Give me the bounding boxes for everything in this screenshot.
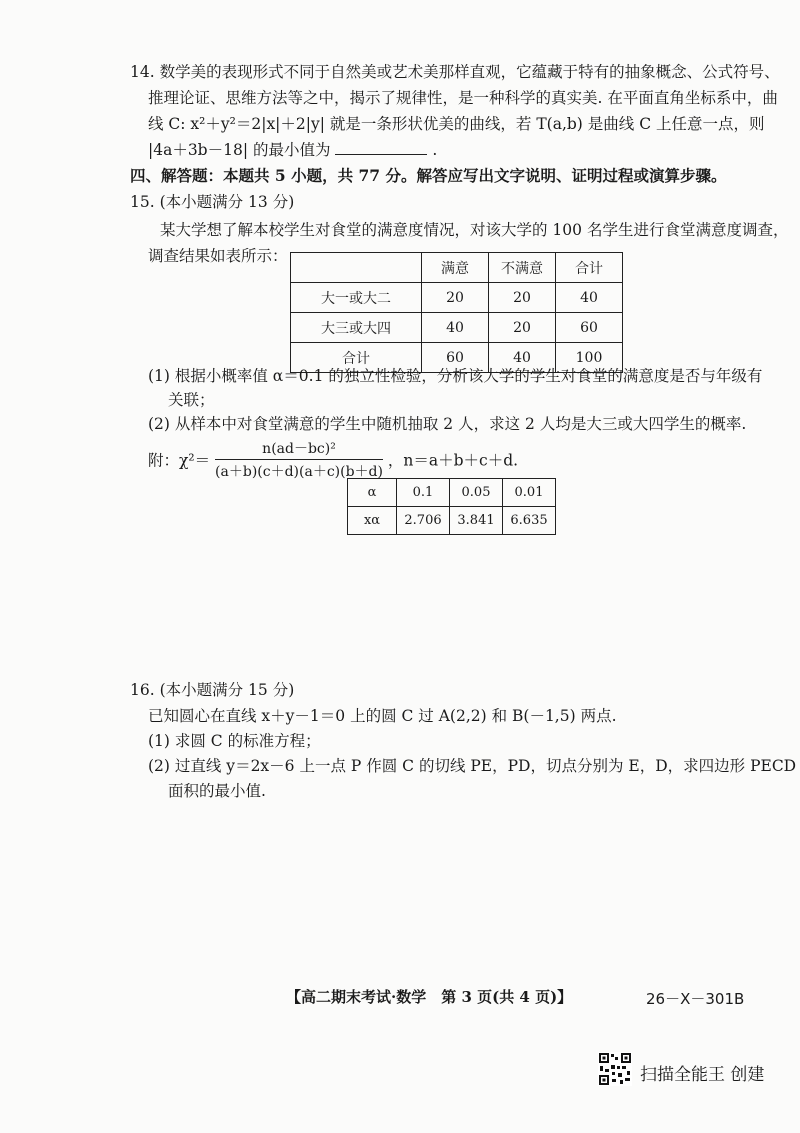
answer-blank bbox=[335, 140, 427, 155]
table-cell: 0.01 bbox=[503, 479, 556, 507]
q15-header: 15. (本小题满分 13 分) bbox=[130, 193, 295, 211]
q16-part-2-b: 面积的最小值. bbox=[168, 782, 266, 800]
q14-line-4-text: |4a＋3b－18| 的最小值为 bbox=[148, 141, 331, 159]
table-cell: 40 bbox=[422, 313, 489, 343]
q14-line-4 bbox=[148, 140, 437, 160]
q14-line-3: 线 C: x²＋y²＝2|x|＋2|y| 就是一条形状优美的曲线，若 T(a,b) 是曲线 C 上任意一点，则 bbox=[148, 115, 765, 133]
formula-suffix: ，n＝a＋b＋c＋d. bbox=[387, 451, 519, 470]
table-cell: 大三或大四 bbox=[291, 313, 422, 343]
q15-part-2: (2) 从样本中对食堂满意的学生中随机抽取 2 人，求这 2 人均是大三或大四学生的概率. bbox=[148, 415, 747, 433]
table-cell: 60 bbox=[422, 343, 489, 373]
table-cell: xα bbox=[348, 507, 397, 535]
q15-part-1-a: (1) 根据小概率值 α＝0.1 的独立性检验，分析该大学的学生对食堂的满意度是否与年级有 bbox=[148, 367, 763, 385]
table-row bbox=[291, 313, 623, 343]
table-cell: 3.841 bbox=[450, 507, 503, 535]
page-footer: 【高二期末考试·数学 第 3 页(共 4 页)】 bbox=[286, 988, 573, 1006]
table-cell: 0.05 bbox=[450, 479, 503, 507]
table-header-cell bbox=[291, 253, 422, 283]
scanner-watermark-text: 扫描全能王 创建 bbox=[640, 1065, 765, 1085]
table-cell: 合计 bbox=[291, 343, 422, 373]
table-cell: α bbox=[348, 479, 397, 507]
qr-code-icon bbox=[598, 1052, 632, 1086]
table-cell: 40 bbox=[489, 343, 556, 373]
table-row bbox=[291, 283, 623, 313]
exam-code: 26－X－301B bbox=[646, 990, 745, 1008]
q14-line-2: 推理论证、思维方法等之中，揭示了规律性，是一种科学的真实美. 在平面直角坐标系中，曲 bbox=[148, 89, 778, 107]
table-cell: 20 bbox=[489, 313, 556, 343]
formula-numerator: n(ad－bc)² bbox=[215, 438, 383, 460]
table-cell: 100 bbox=[556, 343, 623, 373]
critical-value-table bbox=[347, 478, 556, 535]
table-cell: 大一或大二 bbox=[291, 283, 422, 313]
table-cell: 40 bbox=[556, 283, 623, 313]
table-header-cell: 合计 bbox=[556, 253, 623, 283]
formula-denominator: (a＋b)(c＋d)(a＋c)(b＋d) bbox=[215, 464, 383, 480]
formula-fraction bbox=[215, 438, 383, 481]
q16-part-1: (1) 求圆 C 的标准方程； bbox=[148, 732, 321, 750]
table-header-cell: 满意 bbox=[422, 253, 489, 283]
table-cell: 20 bbox=[422, 283, 489, 313]
table-cell: 60 bbox=[556, 313, 623, 343]
table-cell: 2.706 bbox=[397, 507, 450, 535]
table-cell: 6.635 bbox=[503, 507, 556, 535]
q15-intro-2: 调查结果如表所示： bbox=[148, 247, 288, 265]
satisfaction-table bbox=[290, 252, 623, 373]
q16-intro: 已知圆心在直线 x＋y－1＝0 上的圆 C 过 A(2,2) 和 B(－1,5) 两点. bbox=[148, 707, 617, 725]
table-row bbox=[348, 479, 556, 507]
table-cell: 0.1 bbox=[397, 479, 450, 507]
q16-header: 16. (本小题满分 15 分) bbox=[130, 681, 295, 699]
q14-line-4-end: . bbox=[432, 141, 438, 159]
q15-part-1-b: 关联； bbox=[168, 391, 215, 409]
q16-part-2-a: (2) 过直线 y＝2x－6 上一点 P 作圆 C 的切线 PE，PD，切点分别为 E，D，求四边形 PECD bbox=[148, 757, 797, 775]
section-4-heading: 四、解答题：本题共 5 小题，共 77 分。解答应写出文字说明、证明过程或演算步骤。 bbox=[130, 166, 727, 185]
table-cell: 20 bbox=[489, 283, 556, 313]
table-row bbox=[348, 507, 556, 535]
q15-intro-1: 某大学想了解本校学生对食堂的满意度情况，对该大学的 100 名学生进行食堂满意度调查， bbox=[160, 221, 789, 239]
formula-prefix: 附：χ²＝ bbox=[148, 451, 211, 470]
chi-square-formula bbox=[148, 438, 518, 481]
table-header-row bbox=[291, 253, 623, 283]
table-header-cell: 不满意 bbox=[489, 253, 556, 283]
q14-line-1: 14. 数学美的表现形式不同于自然美或艺术美那样直观，它蕴藏于特有的抽象概念、公式符号、 bbox=[130, 63, 780, 81]
